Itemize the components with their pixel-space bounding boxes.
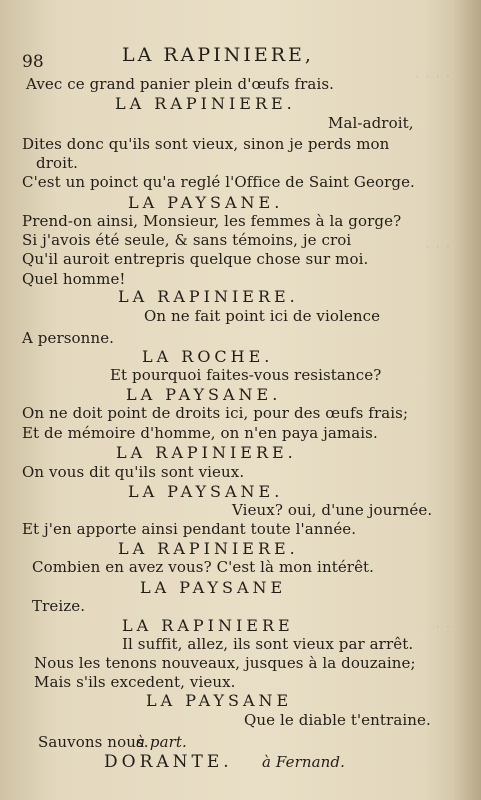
page-number: 98: [22, 52, 44, 72]
speaker-heading: LA RAPINIERE.: [118, 287, 299, 306]
page-edge-shadow: [453, 0, 481, 800]
speaker-heading: LA RAPINIERE: [122, 616, 294, 635]
verse-line: Que le diable t'entraine.: [244, 711, 431, 729]
speaker-heading: LA PAYSANE: [146, 691, 293, 710]
verse-line: Treize.: [32, 597, 86, 615]
speaker-heading: LA RAPINIERE.: [116, 443, 297, 462]
speaker-heading: LA RAPINIERE.: [115, 94, 296, 113]
verse-line: Dites donc qu'ils sont vieux, sinon je perds mon: [22, 135, 390, 153]
verse-line: Nous les tenons nouveaux, jusques à la douzaine;: [34, 654, 416, 672]
stage-direction: à Fernand.: [262, 753, 345, 771]
running-head: LA RAPINIERE,: [122, 44, 314, 66]
verse-line: droit.: [36, 154, 78, 172]
verse-line: Mal-adroit,: [328, 114, 414, 132]
speaker-heading: DORANTE.: [104, 752, 233, 772]
speaker-heading: LA RAPINIERE.: [118, 539, 299, 558]
verse-line: On ne doit point de droits ici, pour des œufs frais;: [22, 404, 409, 422]
speaker-heading: LA ROCHE.: [142, 347, 274, 366]
verse-line: Prend-on ainsi, Monsieur, les femmes à la gorge?: [22, 212, 402, 230]
verse-line: Sauvons nous.: [38, 733, 149, 751]
verse-line: Il suffit, allez, ils sont vieux par arrêt.: [122, 635, 414, 653]
verse-line: On ne fait point ici de violence: [144, 307, 381, 325]
speaker-heading: LA PAYSANE.: [128, 193, 284, 212]
speaker-heading: LA PAYSANE.: [126, 385, 282, 404]
verse-line: Quel homme!: [22, 270, 126, 288]
verse-line: Et de mémoire d'homme, on n'en paya jamais.: [22, 424, 378, 442]
verse-line: Qu'il auroit entrepris quelque chose sur moi.: [22, 250, 369, 268]
bleed-through-text: · · · ·: [415, 70, 451, 85]
verse-line: Avec ce grand panier plein d'œufs frais.: [26, 75, 335, 93]
stage-direction: à part.: [136, 733, 187, 751]
verse-line: Mais s'ils excedent, vieux.: [34, 673, 236, 691]
verse-line: Et pourquoi faites-vous resistance?: [110, 366, 382, 384]
bleed-through-text: · · ·: [425, 240, 451, 255]
verse-line: Si j'avois été seule, & sans témoins, je croi: [22, 231, 352, 249]
verse-line: A personne.: [22, 329, 115, 347]
verse-line: Et j'en apporte ainsi pendant toute l'année.: [22, 520, 357, 538]
verse-line: Vieux? oui, d'une journée.: [232, 501, 433, 519]
speaker-heading: LA PAYSANE: [140, 578, 287, 597]
verse-line: C'est un poinct qu'a reglé l'Office de Saint George.: [22, 173, 415, 191]
verse-line: Combien en avez vous? C'est là mon intérêt.: [32, 558, 375, 576]
verse-line: On vous dit qu'ils sont vieux.: [22, 463, 245, 481]
speaker-heading: LA PAYSANE.: [128, 482, 284, 501]
bleed-through-text: · ·: [435, 620, 451, 635]
